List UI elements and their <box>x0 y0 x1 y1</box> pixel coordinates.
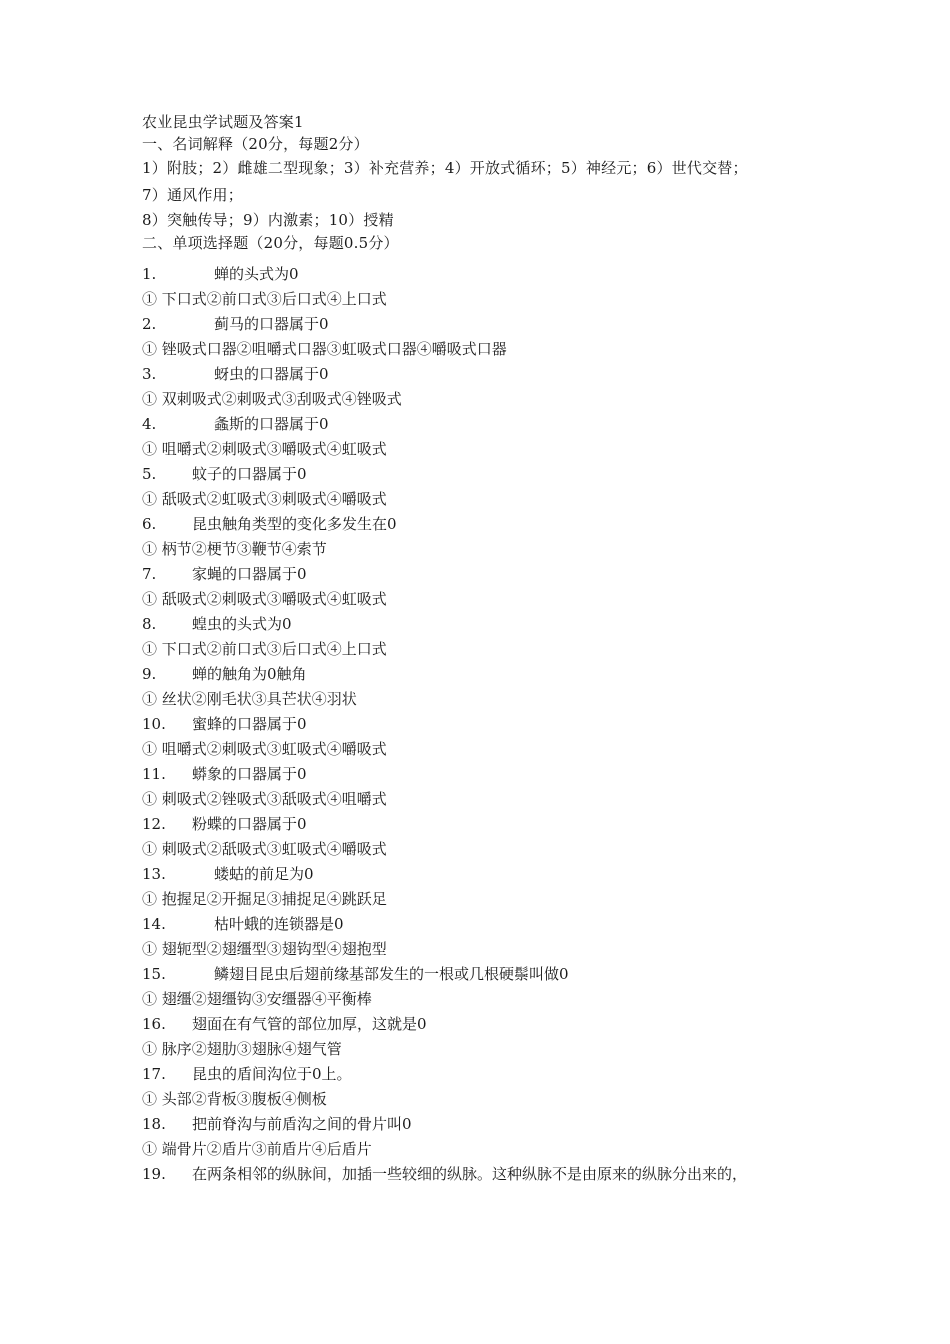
question-list <box>142 262 822 1187</box>
question-item <box>142 1162 822 1187</box>
question-number: 2. <box>142 315 157 333</box>
question-item <box>142 1012 822 1037</box>
question-item <box>142 362 822 387</box>
question-options: ① 头部②背板③腹板④侧板 <box>142 1090 327 1108</box>
question-item <box>142 562 822 587</box>
document-page <box>142 111 822 1187</box>
terms-line-2: 7）通风作用； <box>142 186 243 204</box>
question-text: 蟒象的口器属于0 <box>192 765 307 783</box>
question-number: 7. <box>142 565 157 583</box>
question-text: 昆虫的盾间沟位于0上。 <box>192 1065 352 1083</box>
question-number: 5. <box>142 465 157 483</box>
question-item <box>142 1112 822 1137</box>
question-number: 10. <box>142 715 166 733</box>
question-options: ① 双刺吸式②刺吸式③刮吸式④锉吸式 <box>142 390 402 408</box>
question-text: 粉蝶的口器属于0 <box>192 815 307 833</box>
question-number: 6. <box>142 515 157 533</box>
question-text: 蜜蜂的口器属于0 <box>192 715 307 733</box>
question-options: ① 抱握足②开掘足③捕捉足④跳跃足 <box>142 890 387 908</box>
question-options: ① 柄节②梗节③鞭节④索节 <box>142 540 327 558</box>
question-item <box>142 962 822 987</box>
question-options: ① 脉序②翅肋③翅脉④翅气管 <box>142 1040 342 1058</box>
terms-line-3: 8）突触传导；9）内激素；10）授精 <box>142 211 394 229</box>
question-options: ① 下口式②前口式③后口式④上口式 <box>142 640 387 658</box>
question-item <box>142 262 822 287</box>
question-item <box>142 662 822 687</box>
question-text: 昆虫触角类型的变化多发生在0 <box>192 515 397 533</box>
question-item <box>142 712 822 737</box>
section-heading-terms: 一、名词解释（20分，每题2分） <box>142 135 369 153</box>
question-text: 蝉的触角为0触角 <box>192 665 307 683</box>
question-number: 18. <box>142 1115 166 1133</box>
question-options: ① 咀嚼式②刺吸式③虹吸式④嚼吸式 <box>142 740 387 758</box>
terms-line-1: 1）附肢；2）雌雄二型现象；3）补充营养；4）开放式循环；5）神经元；6）世代交替； <box>142 159 748 177</box>
question-options: ① 下口式②前口式③后口式④上口式 <box>142 290 387 308</box>
question-options: ① 锉吸式口器②咀嚼式口器③虹吸式口器④嚼吸式口器 <box>142 340 507 358</box>
question-options: ① 丝状②刚毛状③具芒状④羽状 <box>142 690 357 708</box>
question-text: 鳞翅目昆虫后翅前缘基部发生的一根或几根硬鬃叫做0 <box>214 965 569 983</box>
question-item <box>142 612 822 637</box>
question-number: 8. <box>142 615 157 633</box>
question-item <box>142 862 822 887</box>
question-options: ① 翅缰②翅缰钩③安缰器④平衡棒 <box>142 990 372 1008</box>
question-number: 11. <box>142 765 166 783</box>
question-text: 蝗虫的头式为0 <box>192 615 292 633</box>
question-number: 15. <box>142 965 166 983</box>
question-item <box>142 462 822 487</box>
question-options: ① 端骨片②盾片③前盾片④后盾片 <box>142 1140 372 1158</box>
question-text: 家蝇的口器属于0 <box>192 565 307 583</box>
question-text: 在两条相邻的纵脉间，加插一些较细的纵脉。这种纵脉不是由原来的纵脉分出来的， <box>192 1165 748 1183</box>
question-text: 翅面在有气管的部位加厚，这就是0 <box>192 1015 427 1033</box>
question-text: 蓟马的口器属于0 <box>214 315 329 333</box>
question-text: 蝼蛄的前足为0 <box>214 865 314 883</box>
question-number: 17. <box>142 1065 166 1083</box>
question-item <box>142 412 822 437</box>
question-item <box>142 312 822 337</box>
question-number: 9. <box>142 665 157 683</box>
question-number: 19. <box>142 1165 166 1183</box>
question-number: 13. <box>142 865 166 883</box>
question-options: ① 咀嚼式②刺吸式③嚼吸式④虹吸式 <box>142 440 387 458</box>
document-title: 农业昆虫学试题及答案1 <box>142 113 304 131</box>
question-text: 螽斯的口器属于0 <box>214 415 329 433</box>
question-text: 蚊子的口器属于0 <box>192 465 307 483</box>
question-item <box>142 912 822 937</box>
question-text: 枯叶蛾的连锁器是0 <box>214 915 344 933</box>
question-options: ① 刺吸式②舐吸式③虹吸式④嚼吸式 <box>142 840 387 858</box>
question-text: 蚜虫的口器属于0 <box>214 365 329 383</box>
question-item <box>142 762 822 787</box>
question-text: 把前脊沟与前盾沟之间的骨片叫0 <box>192 1115 412 1133</box>
question-item <box>142 512 822 537</box>
question-options: ① 刺吸式②锉吸式③舐吸式④咀嚼式 <box>142 790 387 808</box>
question-number: 1. <box>142 265 157 283</box>
question-item <box>142 812 822 837</box>
question-number: 4. <box>142 415 157 433</box>
question-number: 14. <box>142 915 166 933</box>
question-options: ① 翅轭型②翅缰型③翅钩型④翅抱型 <box>142 940 387 958</box>
question-text: 蝉的头式为0 <box>214 265 299 283</box>
question-options: ① 舐吸式②刺吸式③嚼吸式④虹吸式 <box>142 590 387 608</box>
question-number: 12. <box>142 815 166 833</box>
question-options: ① 舐吸式②虹吸式③刺吸式④嚼吸式 <box>142 490 387 508</box>
section-heading-choice: 二、单项选择题（20分，每题0.5分） <box>142 234 399 252</box>
question-number: 3. <box>142 365 157 383</box>
question-number: 16. <box>142 1015 166 1033</box>
question-item <box>142 1062 822 1087</box>
